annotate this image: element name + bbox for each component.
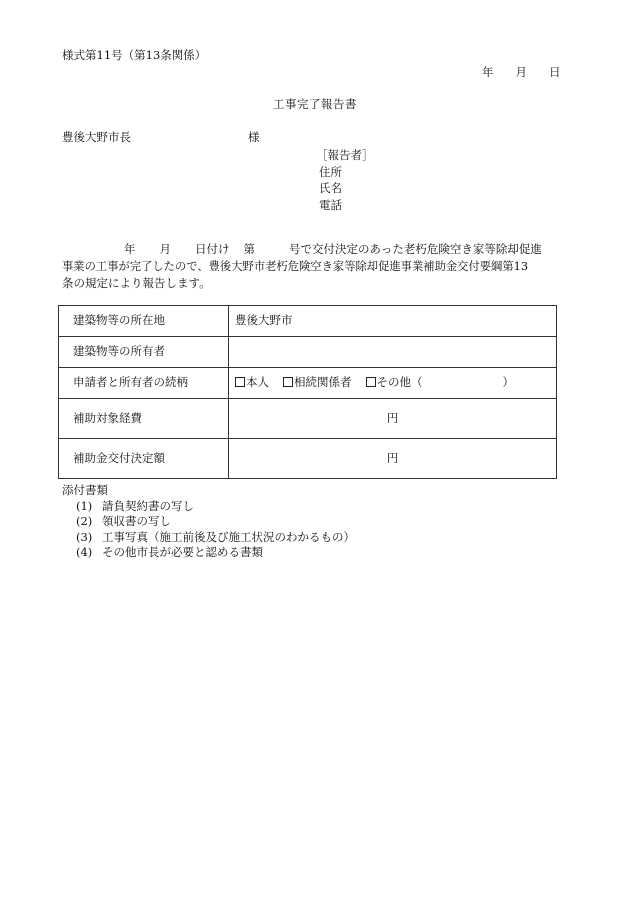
list-item [62, 530, 355, 546]
reporter-heading: ［報告者］ [316, 148, 374, 162]
attachment-number: (3) [76, 529, 93, 544]
addressee-honorific: 様 [248, 130, 260, 144]
reporter-block [316, 147, 374, 213]
eligible-cost-label: 補助対象経費 [59, 399, 229, 439]
body-line-2: 事業の工事が完了したので、豊後大野市老朽危険空き家等除却促進事業補助金交付要綱第13 [62, 260, 529, 273]
body-dai-label: 第 [243, 242, 255, 256]
relation-heir-label: 相続関係者 [294, 375, 352, 390]
table-row [59, 337, 557, 368]
date-month-label: 月 [515, 65, 527, 79]
body-dated-label: 日付け [195, 242, 230, 256]
attachments-heading: 添付書類 [62, 483, 108, 497]
relation-heir-checkbox[interactable] [283, 375, 352, 391]
document-title: 工事完了報告書 [273, 97, 357, 111]
attachment-number: (2) [76, 514, 93, 528]
checkbox-icon [366, 377, 376, 387]
attachment-number: (4) [76, 545, 93, 559]
addressee-name: 豊後大野市長 [62, 130, 131, 144]
relation-other-checkbox[interactable] [366, 375, 423, 391]
body-line-1 [62, 241, 574, 258]
attachment-number: (1) [76, 498, 93, 513]
reporter-phone-label: 電話 [319, 197, 342, 212]
checkbox-icon [283, 377, 293, 387]
table-row [59, 439, 557, 479]
table-row [59, 368, 557, 399]
grant-amount-value[interactable]: 円 [229, 439, 557, 479]
attachment-text: その他市長が必要と認める書類 [102, 545, 263, 559]
attachment-text: 領収書の写し [102, 514, 171, 528]
relation-self-checkbox[interactable] [235, 375, 269, 391]
body-month-label: 月 [159, 242, 171, 256]
reporter-name-label: 氏名 [319, 181, 342, 195]
table-row [59, 399, 557, 439]
report-info-table [58, 305, 557, 479]
relation-other-label: その他（ [376, 375, 423, 390]
checkbox-icon [235, 377, 245, 387]
form-number: 様式第11号（第13条関係） [62, 48, 207, 62]
body-year-label: 年 [124, 242, 136, 256]
relation-self-label: 本人 [246, 375, 269, 390]
attachment-text: 工事写真（施工前後及び施工状況のわかるもの） [102, 529, 355, 544]
date-line [482, 65, 561, 81]
relation-label: 申請者と所有者の続柄 [59, 368, 229, 399]
date-day-label: 日 [549, 65, 561, 79]
body-line1-rest: 号で交付決定のあった老朽危険空き家等除却促進 [289, 242, 542, 256]
reporter-address-label: 住所 [319, 164, 342, 179]
list-item [62, 514, 355, 530]
attachment-text: 請負契約書の写し [102, 498, 194, 513]
attachments-section [62, 483, 355, 561]
owner-label: 建築物等の所有者 [59, 337, 229, 368]
date-year-label: 年 [482, 65, 494, 79]
owner-value[interactable] [229, 337, 557, 368]
list-item [62, 499, 355, 515]
body-line-3: 条の規定により報告します。 [62, 276, 211, 290]
relation-options [229, 368, 557, 399]
table-row [59, 306, 557, 337]
relation-other-close: ） [502, 375, 514, 390]
location-label: 建築物等の所在地 [59, 306, 229, 337]
location-value[interactable]: 豊後大野市 [229, 306, 557, 337]
grant-amount-label: 補助金交付決定額 [59, 439, 229, 479]
report-body-text [62, 241, 574, 292]
list-item [62, 545, 355, 561]
eligible-cost-value[interactable]: 円 [229, 399, 557, 439]
